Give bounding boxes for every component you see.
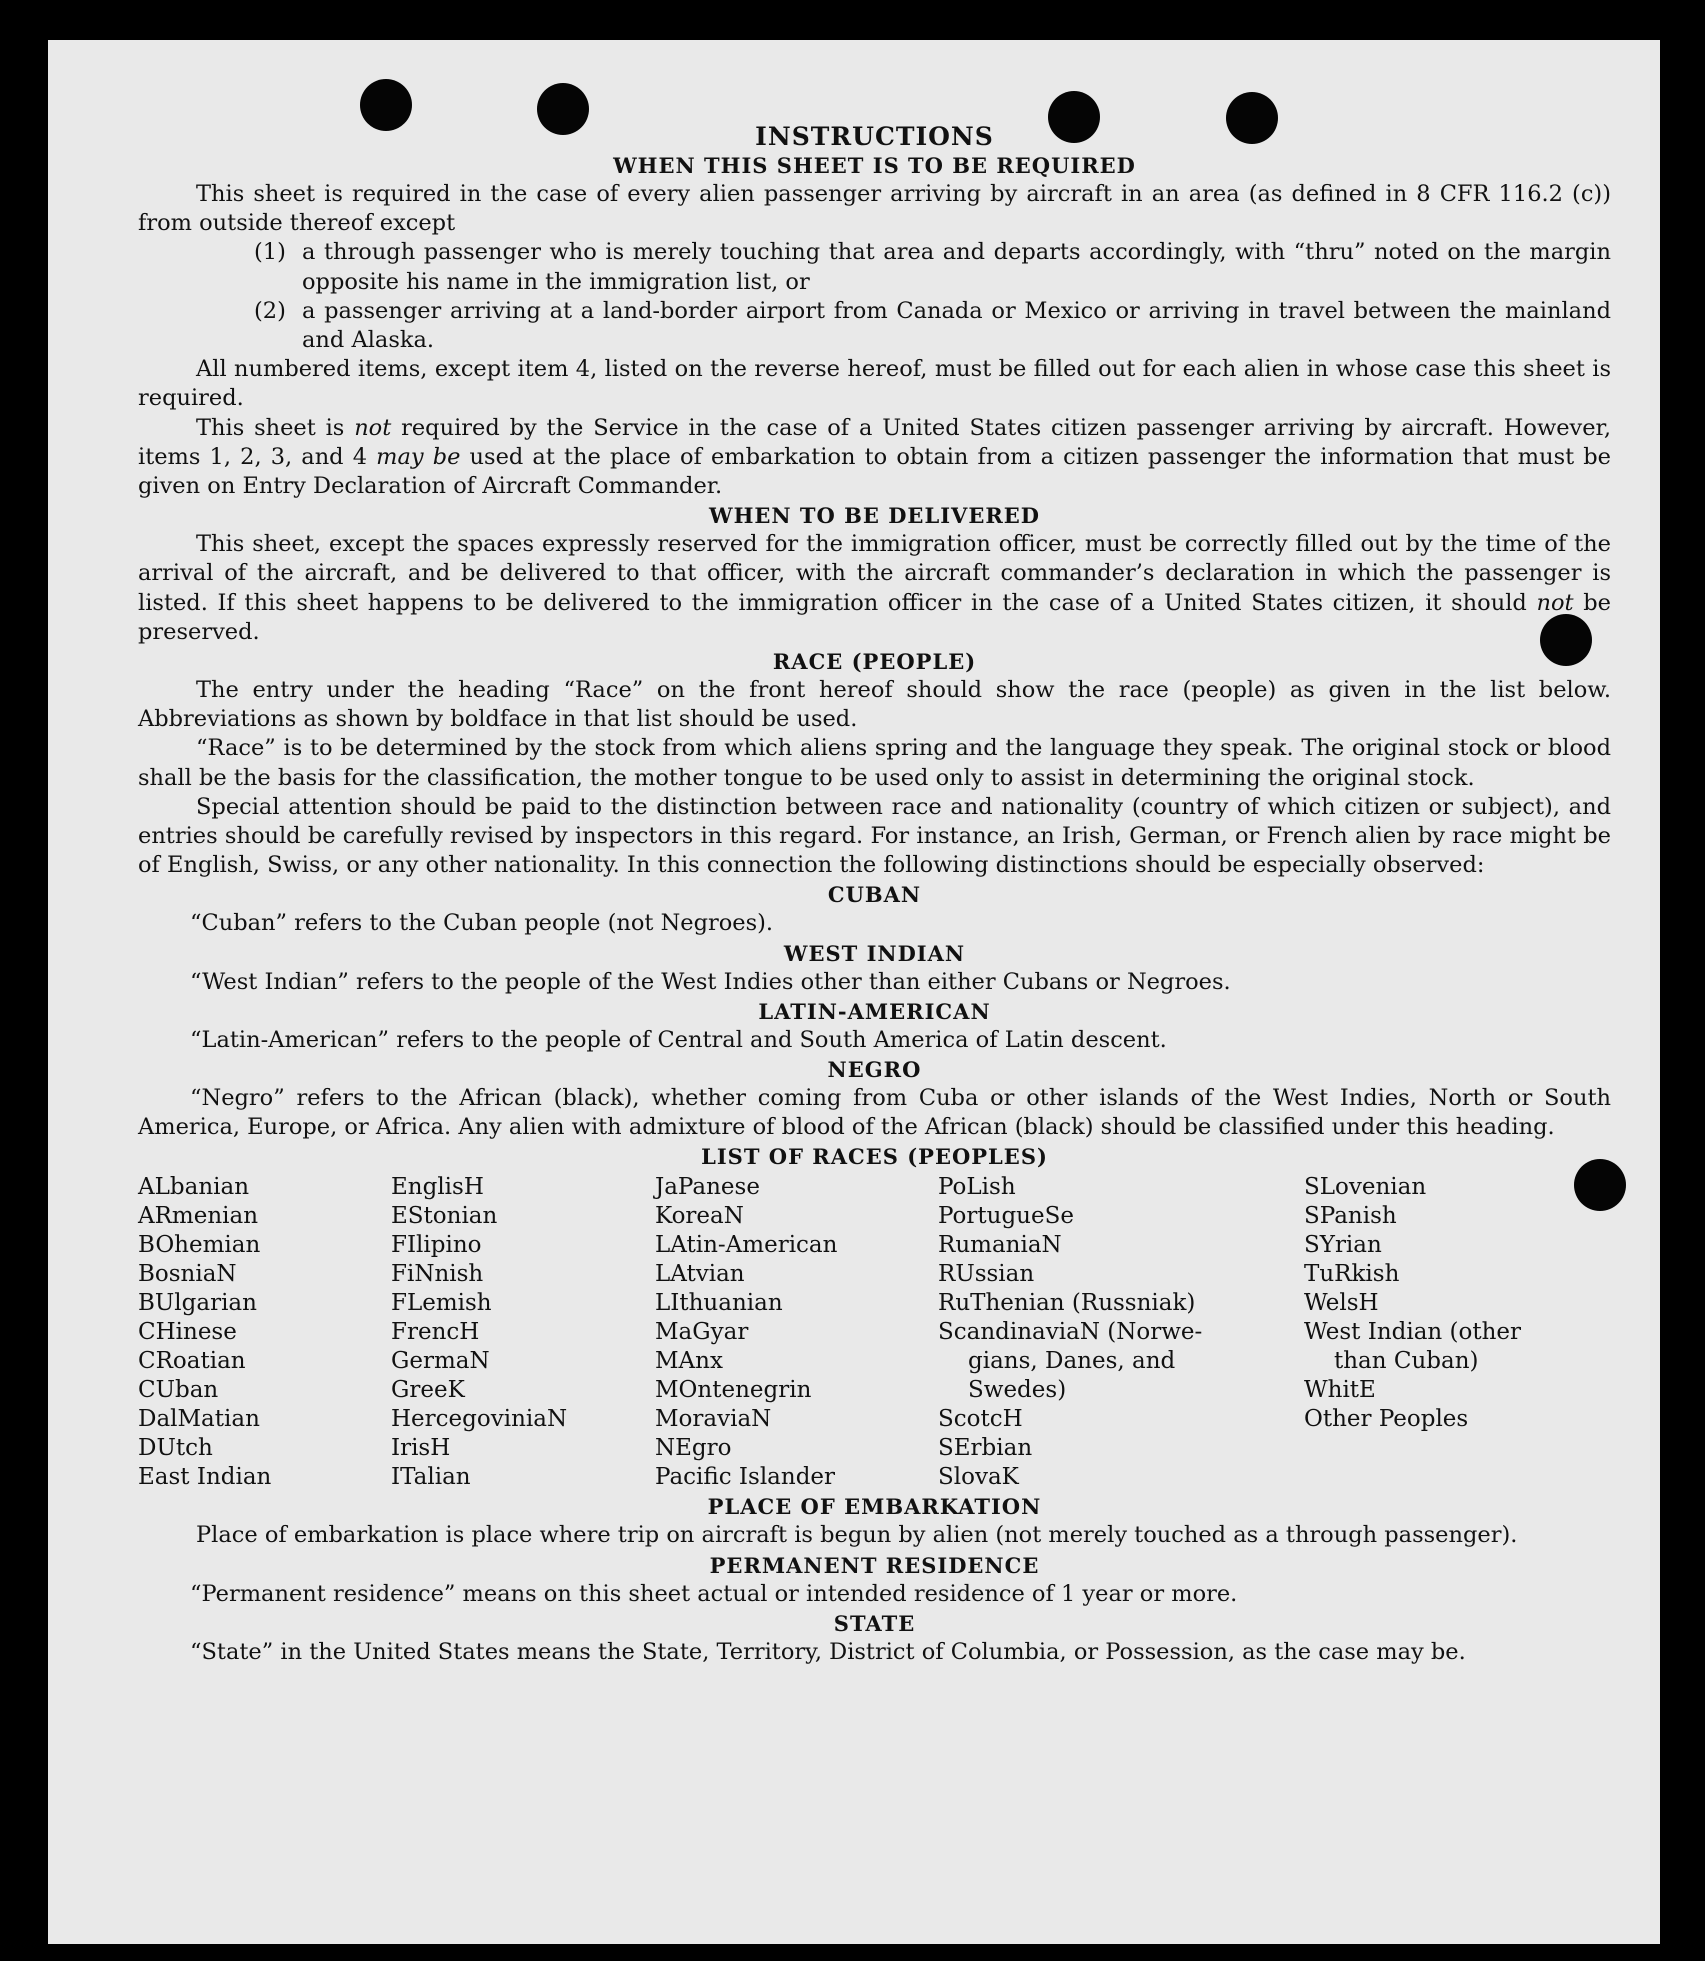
section-heading-race: RACE (PEOPLE) [772, 649, 977, 675]
paragraph: All numbered items, except item 4, listed on the reverse hereof, must be filled out for each alien in whose case this sheet is required. [138, 356, 1611, 412]
section-heading-races-list: LIST OF RACES (PEOPLES) [701, 1144, 1048, 1170]
document-page [48, 40, 1660, 1944]
race-item: BOhemian [138, 1232, 261, 1259]
race-item: JaPanese [655, 1174, 760, 1201]
instructions-title: INSTRUCTIONS [755, 122, 994, 151]
section-heading-negro: NEGRO [827, 1057, 922, 1083]
race-item: FIlipino [391, 1232, 482, 1259]
paragraph: “Negro” refers to the African (black), whether coming from Cuba or other islands of the West Indies, North or South America, Europe, or Africa. Any alien with admixture of blood of the African (black) should be classified under this heading. [138, 1085, 1611, 1141]
race-item: PortugueSe [938, 1203, 1074, 1230]
races-list [138, 1173, 1611, 1492]
race-item: FLemish [391, 1290, 492, 1317]
race-item: SlovaK [938, 1464, 1019, 1491]
section-heading-delivered: WHEN TO BE DELIVERED [708, 503, 1040, 529]
paragraph-text: used at the place of embarkation to obtain from a citizen passenger the information that must be given on Entry Declaration of Aircraft Commander. [138, 443, 1611, 500]
race-item: Pacific Islander [655, 1464, 836, 1491]
paragraph: The entry under the heading “Race” on the front hereof should show the race (people) as given in the list below. Abbreviations as shown by boldface in that list should be used. [138, 677, 1611, 733]
race-item: CUban [138, 1377, 219, 1404]
race-item: LIthuanian [655, 1290, 783, 1317]
paragraph: “Permanent residence” means on this sheet actual or intended residence of 1 year or more. [190, 1580, 1238, 1607]
race-item: WhitE [1304, 1377, 1376, 1404]
race-item: LAtvian [655, 1261, 745, 1288]
race-item: ScotcH [938, 1406, 1023, 1433]
race-item: CRoatian [138, 1348, 246, 1375]
section-heading-required: WHEN THIS SHEET IS TO BE REQUIRED [613, 153, 1136, 178]
race-item: WelsH [1304, 1290, 1379, 1317]
item-number: (2) [254, 297, 286, 324]
race-item: MAnx [655, 1348, 723, 1375]
race-item: FiNnish [391, 1261, 484, 1288]
race-item: East Indian [138, 1464, 272, 1491]
race-item: SErbian [938, 1435, 1033, 1462]
paragraph-text: be preserved. [138, 589, 1611, 645]
race-item: Swedes) [968, 1377, 1067, 1404]
section-heading-west-indian: WEST INDIAN [783, 940, 966, 966]
paragraph [138, 530, 1611, 647]
list-item [138, 238, 1611, 296]
paragraph: “West Indian” refers to the people of the West Indies other than either Cubans or Negroes. [190, 968, 1231, 995]
races-column [391, 1173, 655, 1492]
item-number: (1) [254, 239, 286, 266]
race-item: HercegoviniaN [391, 1406, 568, 1433]
race-item: BUlgarian [138, 1290, 257, 1317]
race-item: GreeK [391, 1377, 465, 1404]
paragraph: “State” in the United States means the State, Territory, District of Columbia, or Possession, as the case may be. [190, 1638, 1466, 1665]
race-item: DalMatian [138, 1406, 260, 1433]
race-item: SLovenian [1304, 1174, 1427, 1201]
paragraph [138, 414, 1611, 502]
list-item [138, 297, 1611, 355]
race-item: ALbanian [138, 1174, 250, 1201]
emphasis-text: may be [376, 443, 461, 470]
race-item: ITalian [391, 1464, 471, 1491]
paragraph-text: This sheet, except the spaces expressly reserved for the immigration officer, must be correctly filled out by the time of the arrival of the aircraft, and be delivered to that officer, with the aircraft commander’s declaration in which the passenger is listed. If this sheet happens to be delivered to the immigration officer in the case of a United States citizen, it should [138, 531, 1611, 616]
race-item: West Indian (other [1304, 1319, 1522, 1346]
section-heading-embarkation: PLACE OF EMBARKATION [707, 1494, 1042, 1520]
race-item: ScandinaviaN (Norwe- [938, 1319, 1203, 1346]
paragraph: This sheet is required in the case of every alien passenger arriving by aircraft in an area (as defined in 8 CFR 116.2 (c)) from outside thereof except [138, 181, 1611, 237]
race-item: BosniaN [138, 1261, 237, 1288]
races-column [938, 1173, 1304, 1492]
paragraph: Place of embarkation is place where trip on aircraft is begun by alien (not merely touched as a through passenger). [196, 1522, 1518, 1549]
race-item: PoLish [938, 1174, 1016, 1201]
race-item: Other Peoples [1304, 1406, 1469, 1433]
race-item: IrisH [391, 1435, 451, 1462]
race-item: RumaniaN [938, 1232, 1062, 1259]
paragraph: “Latin-American” refers to the people of Central and South America of Latin descent. [190, 1026, 1167, 1053]
paragraph: “Race” is to be determined by the stock from which aliens spring and the language they speak. The original stock or blood shall be the basis for the classification, the mother tongue to be used only to assist in determining the original stock. [138, 735, 1611, 791]
race-item: DUtch [138, 1435, 213, 1462]
race-item: MoraviaN [655, 1406, 772, 1433]
instructions-body [138, 122, 1611, 1667]
item-text: a through passenger who is merely touching that area and departs accordingly, with “thru” noted on the margin opposite his name in the immigration list, or [302, 239, 1611, 295]
race-item: EStonian [391, 1203, 498, 1230]
race-item: EnglisH [391, 1174, 484, 1201]
paragraph: Special attention should be paid to the distinction between race and nationality (country of which citizen or subject), and entries should be carefully revised by inspectors in this regard. For instance, an Irish, German, or French alien by race might be of English, Swiss, or any other nationality. In this connection the following distinctions should be especially observed: [138, 793, 1611, 879]
race-item: FrencH [391, 1319, 480, 1346]
race-item: SYrian [1304, 1232, 1382, 1259]
race-item: MaGyar [655, 1319, 749, 1346]
paragraph-text: required by the Service in the case of a United States citizen passenger arriving by aircraft. However, items 1, 2, 3, and 4 [138, 414, 1611, 470]
section-heading-permanent-residence: PERMANENT RESIDENCE [709, 1552, 1040, 1578]
section-heading-cuban: CUBAN [827, 882, 922, 908]
race-item: than Cuban) [1334, 1348, 1479, 1375]
paragraph: “Cuban” refers to the Cuban people (not Negroes). [190, 910, 774, 937]
race-item: TuRkish [1304, 1261, 1400, 1288]
races-column [1304, 1173, 1554, 1492]
race-item: GermaN [391, 1348, 490, 1375]
paragraph-text: This sheet is [196, 414, 355, 441]
race-item: NEgro [655, 1435, 732, 1462]
race-item: gians, Danes, and [968, 1348, 1176, 1375]
race-item: LAtin-American [655, 1232, 838, 1259]
races-column [655, 1173, 938, 1492]
emphasis-text: not [354, 414, 392, 441]
item-text: a passenger arriving at a land-border airport from Canada or Mexico or arriving in travel between the mainland and Alaska. [302, 297, 1611, 354]
section-heading-state: STATE [833, 1610, 916, 1636]
race-item: ARmenian [138, 1203, 259, 1230]
race-item: CHinese [138, 1319, 237, 1346]
race-item: KoreaN [655, 1203, 744, 1230]
race-item: RuThenian (Russniak) [938, 1290, 1196, 1317]
emphasis-text: not [1536, 589, 1574, 616]
section-heading-latin-american: LATIN-AMERICAN [758, 998, 991, 1024]
race-item: SPanish [1304, 1203, 1397, 1230]
race-item: MOntenegrin [655, 1377, 812, 1404]
race-item: RUssian [938, 1261, 1035, 1288]
races-column [138, 1173, 391, 1492]
